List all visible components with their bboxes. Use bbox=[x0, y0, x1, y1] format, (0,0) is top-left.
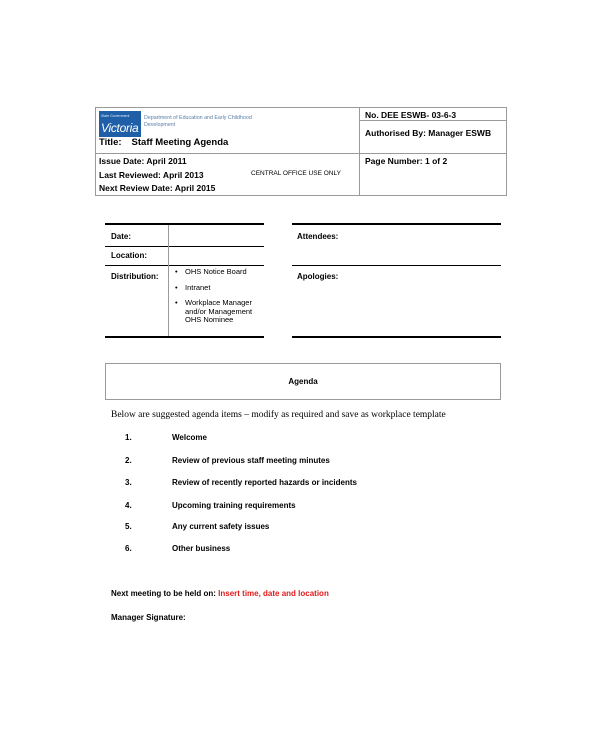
agenda-item-number: 4. bbox=[125, 501, 132, 510]
agenda-title: Agenda bbox=[288, 377, 318, 386]
agenda-item bbox=[125, 544, 230, 553]
agenda-item bbox=[125, 501, 296, 510]
document-title bbox=[99, 137, 228, 148]
form-rule-top-right bbox=[292, 223, 501, 225]
agenda-item-text: Upcoming training requirements bbox=[172, 501, 296, 510]
location-label: Location: bbox=[111, 251, 147, 260]
header-divider-horizontal bbox=[96, 153, 506, 154]
agenda-item-text: Review of recently reported hazards or incidents bbox=[172, 478, 357, 487]
next-meeting-placeholder: Insert time, date and location bbox=[218, 589, 329, 598]
agenda-item-text: Any current safety issues bbox=[172, 522, 270, 531]
form-rule-attendees-right bbox=[292, 265, 501, 266]
agenda-item-number: 5. bbox=[125, 522, 132, 531]
attendees-label: Attendees: bbox=[297, 232, 339, 241]
header-divider-right bbox=[360, 120, 507, 121]
agenda-heading-box bbox=[105, 363, 501, 400]
header-divider-vertical bbox=[359, 108, 360, 195]
form-column-separator bbox=[168, 225, 169, 336]
document-header-table bbox=[95, 107, 507, 196]
last-reviewed: Last Reviewed: April 2013 bbox=[99, 170, 204, 180]
agenda-item bbox=[125, 522, 269, 531]
distribution-item: • Workplace Manager and/or Management OHS Nominee bbox=[175, 299, 270, 325]
distribution-item: • OHS Notice Board bbox=[175, 268, 270, 277]
form-rule-bottom-right bbox=[292, 336, 501, 338]
issue-date: Issue Date: April 2011 bbox=[99, 156, 187, 166]
logo-wordmark: Victoria bbox=[101, 121, 139, 135]
manager-signature-label: Manager Signature: bbox=[111, 613, 186, 622]
agenda-item-number: 2. bbox=[125, 456, 132, 465]
logo-small-text: State Government bbox=[101, 114, 130, 118]
agenda-intro: Below are suggested agenda items – modify as required and save as workplace template bbox=[111, 410, 446, 420]
agenda-item bbox=[125, 456, 330, 465]
document-number: No. DEE ESWB- 03-6-3 bbox=[365, 110, 457, 120]
agenda-item-number: 1. bbox=[125, 433, 132, 442]
authorised-by: Authorised By: Manager ESWB bbox=[365, 128, 492, 138]
distribution-item: • Intranet bbox=[175, 284, 270, 293]
next-review-date: Next Review Date: April 2015 bbox=[99, 183, 216, 193]
agenda-item bbox=[125, 478, 357, 487]
form-rule-date-left bbox=[105, 246, 264, 247]
date-label: Date: bbox=[111, 232, 132, 241]
agenda-item-text: Other business bbox=[172, 544, 231, 553]
logo-badge bbox=[99, 111, 141, 137]
distribution-label: Distribution: bbox=[111, 272, 159, 281]
distribution-list bbox=[175, 268, 270, 332]
form-rule-bottom-left bbox=[105, 336, 264, 338]
agenda-item-number: 6. bbox=[125, 544, 132, 553]
agenda-item bbox=[125, 433, 207, 442]
next-meeting-label: Next meeting to be held on: bbox=[111, 589, 216, 598]
agenda-item-text: Review of previous staff meeting minutes bbox=[172, 456, 330, 465]
central-office-note: CENTRAL OFFICE USE ONLY bbox=[251, 170, 341, 177]
agenda-item-number: 3. bbox=[125, 478, 132, 487]
page-number: Page Number: 1 of 2 bbox=[365, 156, 448, 166]
title-label: Title: bbox=[99, 137, 122, 148]
agenda-item-text: Welcome bbox=[172, 433, 207, 442]
form-rule-location-left bbox=[105, 265, 264, 266]
apologies-label: Apologies: bbox=[297, 272, 339, 281]
next-meeting-line bbox=[111, 589, 329, 598]
department-name: Department of Education and Early Childhood Development bbox=[144, 115, 252, 128]
victoria-logo bbox=[99, 111, 254, 137]
form-rule-top-left bbox=[105, 223, 264, 225]
title-value: Staff Meeting Agenda bbox=[131, 137, 229, 148]
